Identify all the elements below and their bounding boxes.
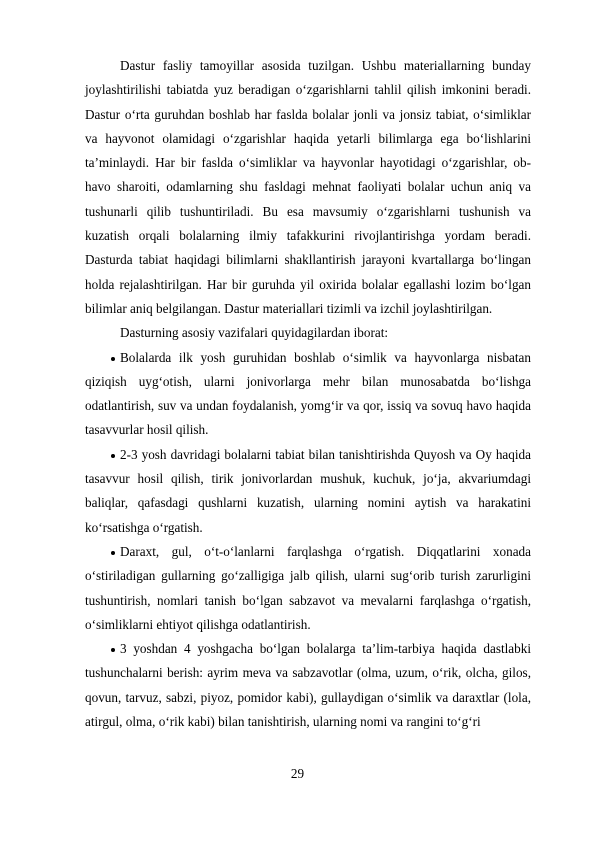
bullet-icon [111, 551, 115, 555]
list-item [85, 346, 531, 443]
list-item [85, 443, 531, 540]
bullet-icon [111, 648, 115, 652]
page-number: 29 [290, 766, 305, 781]
intro-paragraph: Dastur fasliy tamoyillar asosida tuzilgan. Ushbu materiallarning bunday joylashtirilishi tabiatda yuz beradigan o‘zgarishlarni tahlil qilish imkonini beradi. Dastur o‘rta guruhdan boshlab har faslda bolalar jonli va jonsiz tabiat, o‘simliklar va hayvonot olamidagi o‘zgarishlar haqida yetarli bilimlarga ega bo‘lishlarini ta’minlaydi. Har bir faslda o‘simliklar va hayvonlar hayotidagi o‘zgarishlar, ob-havo sharoiti, odamlarning shu fasldagi mehnat faoliyati bolalar uchun aniq va tushunarli qilib tushuntiriladi. Bu esa mavsumiy o‘zgarishlarni tushunish va kuzatish orqali bolalarning ilmiy tafakkurini rivojlantirishga yordam beradi. Dasturda tabiat haqidagi bilimlarni shakllantirish jarayoni kvartallarga bo‘lingan holda rejalashtirilgan. Har bir guruhda yil oxirida bolalar egallashi lozim bo‘lgan bilimlar aniq belgilangan. Dastur materiallari tizimli va izchil joylashtirilgan. [85, 58, 531, 316]
list-item [85, 540, 531, 637]
list-item-text: 3 yoshdan 4 yoshgacha bo‘lgan bolalarga ta’lim-tarbiya haqida dastlabki tushunchalarni berish: ayrim meva va sabzavotlar (olma, uzum, o‘rik, olcha, gilos, qovun, tarvuz, sabzi, piyoz, pomidor kabi), gullaydigan o‘simlik va daraxtlar (lola, atirgul, olma, o‘rik kabi) bilan tanishtirish, ularning nomi va rangini to‘g‘ri [85, 641, 531, 730]
tasks-heading-paragraph: Dasturning asosiy vazifalari quyidagilardan iborat: [120, 325, 389, 341]
list-item-text: Bolalarda ilk yosh guruhidan boshlab o‘simlik va hayvonlarga nisbatan qiziqish uyg‘otish, ularni jonivorlarga mehr bilan munosabatda bo‘lishga odatlantirish, suv va undan foydalanish, yomg‘ir va qor, issiq va sovuq havo haqida tasavvurlar hosil qilish. [85, 349, 531, 438]
list-item-text: Daraxt, gul, o‘t-o‘lanlarni farqlashga o‘rgatish. Diqqatlarini xonada o‘stiriladigan gullarning go‘zalligiga jalb qilish, ularni sug‘orib turish zarurligini tushuntirish, nomlari tanish bo‘lgan sabzavot va mevalarni farqlashga o‘rgatish, o‘simliklarni ehtiyot qilishga odatlantirish. [85, 543, 531, 632]
list-item [85, 637, 531, 734]
list-item-text: 2-3 yosh davridagi bolalarni tabiat bilan tanishtirishda Quyosh va Oy haqida tasavvur hosil qilish, tirik jonivorlardan mushuk, kuchuk, jo‘ja, akvariumdagi baliqlar, qafasdagi qushlarni kuzatish, ularning nomini aytish va harakatini ko‘rsatishga o‘rgatish. [85, 446, 531, 535]
bullet-icon [111, 357, 115, 361]
page-body [85, 54, 531, 734]
tasks-list [85, 346, 531, 735]
bullet-icon [111, 454, 115, 458]
